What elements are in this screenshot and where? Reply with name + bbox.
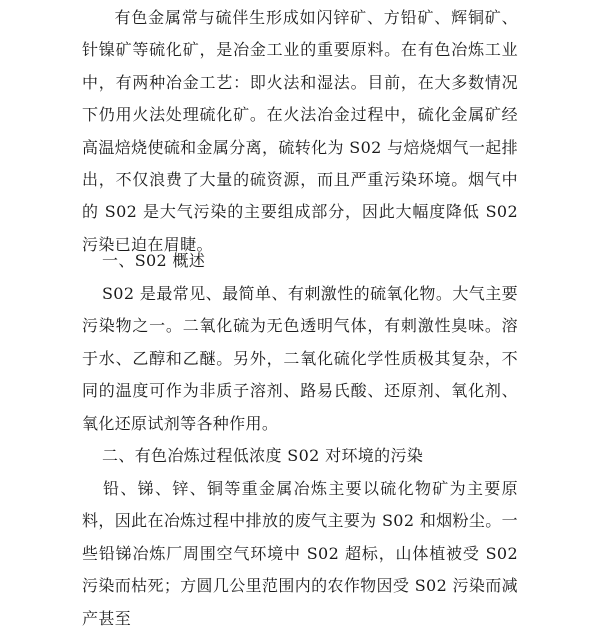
paragraph-so2-overview (82, 278, 518, 440)
heading-pollution (82, 440, 518, 472)
paragraph-intro (82, 2, 518, 261)
heading-pollution-text: 二、有色冶炼过程低浓度 S02 对环境的污染 (102, 446, 424, 465)
paragraph-pollution (82, 473, 518, 635)
heading-so2-overview (82, 245, 518, 277)
paragraph-so2-overview-text: S02 是最常见、最简单、有刺激性的硫氧化物。大气主要污染物之一。二氧化硫为无色透明气体，有刺激性臭味。溶于水、乙醇和乙醚。另外，二氧化硫化学性质极其复杂，不同的温度可作为非质子溶剂、路易氏酸、还原剂、氧化剂、氧化还原试剂等各种作用。 (82, 284, 518, 433)
heading-so2-overview-text: 一、S02 概述 (102, 251, 206, 270)
paragraph-intro-text: 有色金属常与硫伴生形成如闪锌矿、方铅矿、辉铜矿、针镍矿等硫化矿，是冶金工业的重要原料。在有色冶炼工业中，有两种冶金工艺：即火法和湿法。目前，在大多数情况下仍用火法处理硫化矿。在火法冶金过程中，硫化金属矿经高温焙烧使硫和金属分离，硫转化为 S02 与焙烧烟气一起排出，不仅浪费了大量的硫资源，而且严重污染环境。烟气中的 S02 是大气污染的主要组成部分，因此大幅度降低 S02 污染已迫在眉睫。 (82, 8, 518, 254)
paragraph-pollution-text: 铅、锑、锌、铜等重金属冶炼主要以硫化物矿为主要原料，因此在冶炼过程中排放的废气主要为 S02 和烟粉尘。一些铅锑冶炼厂周围空气环境中 S02 超标，山体植被受 S02 污染而枯死；方圆几公里范围内的农作物因受 S02 污染而减产甚至 (82, 479, 518, 628)
